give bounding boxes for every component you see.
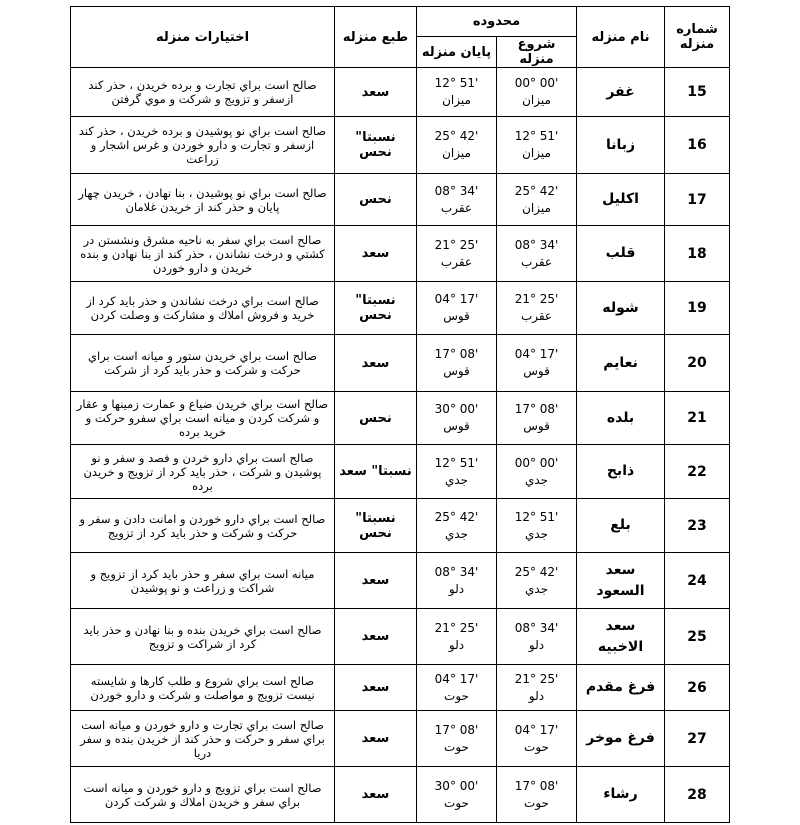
start-sign: حوت — [524, 739, 549, 754]
start-sign: عقرب — [520, 254, 553, 269]
row-name: سعد السعود — [577, 553, 665, 609]
row-end — [417, 226, 497, 282]
end-sign: قوس — [443, 364, 470, 378]
row-start — [497, 335, 577, 392]
end-sign: حوت — [444, 795, 469, 810]
row-nature: نحس — [335, 392, 417, 445]
end-sign: جدي — [444, 526, 469, 541]
table-row — [71, 665, 730, 711]
row-name: قلب — [577, 226, 665, 282]
row-start — [497, 282, 577, 335]
row-end — [417, 68, 497, 117]
end-sign: قوس — [443, 309, 470, 323]
row-name: زبانا — [577, 117, 665, 174]
end-sign: عقرب — [440, 254, 473, 269]
row-number: 23 — [665, 499, 730, 553]
row-nature: نسبتا" نحس — [335, 117, 417, 174]
row-note: صالح است براي تزويج و دارو خوردن و ميانه است براي سفر و خريدن املاك و شركت كردن — [71, 767, 335, 823]
row-name: ذابح — [577, 445, 665, 499]
table-row — [71, 445, 730, 499]
row-number: 18 — [665, 226, 730, 282]
end-degree: 30° 00' — [434, 778, 479, 793]
start-sign: عقرب — [520, 309, 553, 323]
end-degree: 21° 25' — [434, 237, 479, 252]
start-sign: جدي — [524, 581, 549, 596]
row-end — [417, 665, 497, 711]
start-degree: 12° 51' — [514, 509, 559, 524]
table-row — [71, 767, 730, 823]
row-start — [497, 117, 577, 174]
end-sign: قوس — [443, 419, 470, 433]
row-note: صالح است براي نو پوشيدن و برده خريدن ، حذر كند ازسفر و تجارت و دارو خوردن و غرس اشجار و زراعت — [71, 117, 335, 174]
row-number: 27 — [665, 711, 730, 767]
start-sign: دلو — [528, 637, 545, 652]
row-start — [497, 499, 577, 553]
row-end — [417, 499, 497, 553]
row-nature: سعد — [335, 767, 417, 823]
end-sign: حوت — [444, 739, 469, 754]
row-start — [497, 174, 577, 226]
row-nature: نحس — [335, 174, 417, 226]
start-degree: 00° 00' — [514, 455, 559, 470]
row-number: 15 — [665, 68, 730, 117]
row-start — [497, 609, 577, 665]
row-name: بلع — [577, 499, 665, 553]
start-degree: 17° 08' — [514, 778, 559, 793]
row-note: صالح است براي شروع و طلب كارها و شايسته نيست تزويج و مواصلت و شركت و دارو خوردن — [71, 665, 335, 711]
end-degree: 04° 17' — [434, 292, 479, 306]
end-sign: دلو — [448, 637, 465, 652]
header-end: پايان منزله — [417, 37, 497, 68]
table-row — [71, 499, 730, 553]
end-sign: حوت — [444, 688, 469, 703]
row-number: 21 — [665, 392, 730, 445]
end-degree: 04° 17' — [434, 671, 479, 686]
table-row — [71, 68, 730, 117]
start-degree: 21° 25' — [514, 671, 559, 686]
header-notes: اختيارات منزله — [71, 7, 335, 68]
end-sign: ميزان — [442, 93, 471, 107]
end-degree: 30° 00' — [434, 402, 479, 416]
row-name: شوله — [577, 282, 665, 335]
end-degree: 17° 08' — [434, 722, 479, 737]
start-degree: 25° 42' — [514, 564, 559, 579]
row-end — [417, 117, 497, 174]
end-degree: 08° 34' — [434, 183, 479, 198]
row-nature: سعد — [335, 609, 417, 665]
row-number: 20 — [665, 335, 730, 392]
table-row — [71, 711, 730, 767]
row-note: صالح است براي تجارت و برده خريدن ، حذر كند ازسفر و تزويج و شركت و موي گرفتن — [71, 68, 335, 117]
row-note: صالح است براي دارو خردن و فصد و سفر و نو پوشيدن و شركت ، حذر بايد كرد از تزويج و خريدن برده — [71, 445, 335, 499]
row-end — [417, 767, 497, 823]
end-sign: عقرب — [440, 200, 473, 215]
row-note: صالح است براي درخت نشاندن و حذر بايد كرد از خريد و فروش املاك و مشاركت و وصلت كردن — [71, 282, 335, 335]
end-sign: جدي — [444, 472, 469, 487]
header-range: محدوده — [417, 7, 577, 37]
row-end — [417, 445, 497, 499]
row-note: صالح است براي خريدن ضياع و عمارت زمينها و عقار و شركت كردن و ميانه است براي سفرو حركت و خريد برده — [71, 392, 335, 445]
header-nature: طبع منزله — [335, 7, 417, 68]
row-number: 25 — [665, 609, 730, 665]
start-sign: ميزان — [522, 146, 551, 160]
start-degree: 17° 08' — [514, 402, 559, 416]
row-name: فرغ مقدم — [577, 665, 665, 711]
manazel-table — [70, 6, 730, 823]
row-number: 26 — [665, 665, 730, 711]
start-degree: 04° 17' — [514, 347, 559, 361]
row-end — [417, 711, 497, 767]
row-number: 22 — [665, 445, 730, 499]
row-name: رشاء — [577, 767, 665, 823]
table-row — [71, 553, 730, 609]
start-sign: ميزان — [522, 93, 551, 107]
row-name: فرغ موخر — [577, 711, 665, 767]
row-nature: نسبتا" نحس — [335, 282, 417, 335]
row-nature: سعد — [335, 665, 417, 711]
row-number: 24 — [665, 553, 730, 609]
start-degree: 08° 34' — [514, 620, 559, 635]
start-degree: 21° 25' — [514, 292, 559, 306]
row-end — [417, 282, 497, 335]
row-number: 16 — [665, 117, 730, 174]
row-start — [497, 445, 577, 499]
table-row — [71, 392, 730, 445]
header-name: نام منزله — [577, 7, 665, 68]
row-note: صالح است براي سفر به ناحيه مشرق ونشستن در كشتي و درخت نشاندن ، حذر كند از بنا نهادن و بنده خريدن و دارو خوردن — [71, 226, 335, 282]
table-row — [71, 226, 730, 282]
end-degree: 12° 51' — [434, 76, 479, 90]
end-degree: 08° 34' — [434, 564, 479, 579]
row-start — [497, 711, 577, 767]
end-sign: ميزان — [442, 146, 471, 160]
end-sign: دلو — [448, 581, 465, 596]
start-sign: حوت — [524, 795, 549, 810]
row-note: صالح است براي خريدن بنده و بنا نهادن و حذر بايد كرد از شراكت و تزويج — [71, 609, 335, 665]
start-sign: دلو — [528, 688, 545, 703]
start-sign: قوس — [523, 419, 550, 433]
row-nature: سعد — [335, 226, 417, 282]
start-degree: 12° 51' — [514, 129, 559, 143]
start-sign: ميزان — [522, 200, 551, 215]
table-row — [71, 174, 730, 226]
end-degree: 12° 51' — [434, 455, 479, 470]
row-note: صالح است براي دارو خوردن و امانت دادن و سفر و حركت و شركت و حذر بايد كرد از تزويج — [71, 499, 335, 553]
start-sign: جدي — [524, 526, 549, 541]
row-number: 19 — [665, 282, 730, 335]
header-start: شروع منزله — [497, 37, 577, 68]
row-start — [497, 767, 577, 823]
row-start — [497, 553, 577, 609]
table-body — [71, 68, 730, 823]
row-nature: سعد — [335, 553, 417, 609]
row-start — [497, 665, 577, 711]
row-nature: سعد — [335, 335, 417, 392]
row-number: 17 — [665, 174, 730, 226]
row-end — [417, 174, 497, 226]
start-degree: 25° 42' — [514, 183, 559, 198]
row-start — [497, 392, 577, 445]
end-degree: 25° 42' — [434, 129, 479, 143]
start-degree: 08° 34' — [514, 237, 559, 252]
row-end — [417, 392, 497, 445]
row-nature: نسبتا" سعد — [335, 445, 417, 499]
table-row — [71, 609, 730, 665]
row-nature: نسبتا" نحس — [335, 499, 417, 553]
start-degree: 04° 17' — [514, 722, 559, 737]
table-row — [71, 282, 730, 335]
row-note: صالح است براي نو پوشيدن ، بنا نهادن ، خريدن چهار پايان و حذر كند از خريدن غلامان — [71, 174, 335, 226]
table-row — [71, 117, 730, 174]
row-start — [497, 226, 577, 282]
row-name: بلده — [577, 392, 665, 445]
end-degree: 17° 08' — [434, 347, 479, 361]
row-note: صالح است براي تجارت و دارو خوردن و ميانه است براي سفر و حركت و حذر كند از خريدن بنده و سفر دريا — [71, 711, 335, 767]
header-number: شماره منزله — [665, 7, 730, 68]
row-nature: سعد — [335, 68, 417, 117]
row-name: نعايم — [577, 335, 665, 392]
row-nature: سعد — [335, 711, 417, 767]
row-end — [417, 335, 497, 392]
row-end — [417, 553, 497, 609]
row-number: 28 — [665, 767, 730, 823]
row-start — [497, 68, 577, 117]
start-sign: قوس — [523, 364, 550, 378]
row-note: صالح است براي خريدن ستور و ميانه است براي حركت و شركت و حذر بايد كرد از شركت — [71, 335, 335, 392]
row-end — [417, 609, 497, 665]
table-row — [71, 335, 730, 392]
end-degree: 25° 42' — [434, 509, 479, 524]
row-name: سعد الاخبيه — [577, 609, 665, 665]
start-sign: جدي — [524, 472, 549, 487]
end-degree: 21° 25' — [434, 620, 479, 635]
row-name: غفر — [577, 68, 665, 117]
start-degree: 00° 00' — [514, 76, 559, 90]
row-name: اكليل — [577, 174, 665, 226]
row-note: ميانه است براي سفر و حذر بايد كرد از تزويج و شراكت و زراعت و نو پوشيدن — [71, 553, 335, 609]
